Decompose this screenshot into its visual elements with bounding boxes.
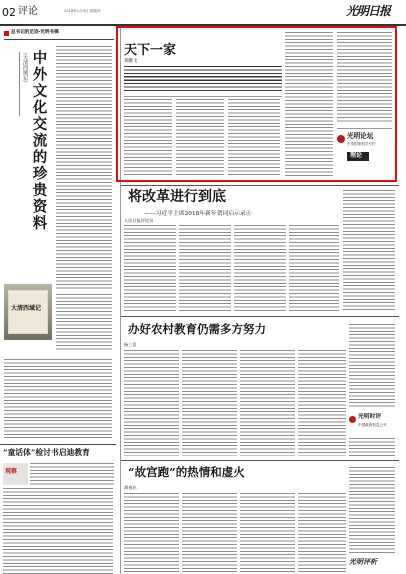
palace-text-col-5: [349, 467, 395, 553]
left-column: [0, 26, 120, 574]
reform-byline: 人民日报评论员: [124, 218, 154, 223]
book-image-band: [8, 290, 48, 334]
masthead-meta: 2018年1月4日 星期四: [64, 9, 101, 13]
featured-byline: 蒋鹏飞: [124, 59, 138, 64]
reform-text-col-4: [289, 225, 339, 311]
reform-text-col-5: [343, 190, 395, 311]
seal-text: 理论: [350, 152, 363, 159]
rail-rule: [4, 39, 114, 40]
featured-text-col-4: [285, 32, 333, 177]
reform-text-col-1: [124, 225, 176, 311]
left-text-top: [56, 46, 112, 290]
rural-title: 办好农村教育仍需多方努力: [128, 322, 266, 336]
column-subtitle: 《大清西域记》: [22, 50, 28, 85]
rural-badge: [349, 414, 397, 436]
featured-badge-title: 光明论坛: [347, 132, 374, 140]
corner-logo: 光明评析: [349, 557, 377, 566]
featured-badge: [337, 131, 393, 171]
small-logo-text: 观察: [5, 468, 18, 475]
book-image: [4, 284, 52, 340]
palace-byline: 胡春光: [124, 485, 137, 490]
reform-text-col-2: [179, 225, 231, 311]
left-text-mid: [56, 294, 112, 352]
page-number: 02: [2, 6, 16, 19]
masthead: [0, 0, 406, 24]
featured-title: 天下一家: [124, 43, 177, 58]
book-image-title: 大清西域记: [11, 305, 42, 312]
featured-text-col-2: [176, 99, 224, 177]
reform-top-rule: [121, 185, 399, 186]
featured-lead-rule: [124, 96, 282, 97]
rural-text-col-4: [298, 350, 346, 456]
left-bottom-text-1: [30, 463, 114, 485]
left-text-lower: [4, 359, 112, 439]
rural-top-rule: [121, 316, 399, 317]
rural-badge-title: 光明时评: [358, 414, 382, 420]
rural-text-col-1: [124, 350, 179, 456]
featured-badge-sub: 中央国家机关专栏: [347, 142, 376, 146]
rural-badge-sub: 中国政府信息公开: [358, 423, 387, 427]
reform-text-col-3: [234, 225, 286, 311]
palace-text-col-2: [182, 493, 237, 572]
masthead-logo: 光明日报: [346, 4, 391, 18]
featured-text-col-3: [228, 99, 280, 177]
palace-text-col-1: [124, 493, 179, 572]
rural-badge-icon: [349, 416, 356, 423]
small-logo: [3, 463, 28, 485]
section-name: 评论: [18, 6, 38, 17]
left-bottom-rule: [0, 444, 116, 445]
palace-title: “故宫跑”的热情和虚火: [128, 465, 245, 479]
rural-byline: 杨三喜: [124, 342, 137, 347]
palace-text-col-4: [298, 493, 346, 572]
featured-text-col-5: [337, 32, 392, 124]
rail-label: 总书记的足迹·光明书摘: [11, 30, 59, 35]
column-vertical-title: 中外文化交流的珍贵资料: [30, 50, 48, 232]
rural-text-col-5: [349, 324, 395, 408]
reform-subtitle: ——习近平主席2018年新年贺词启示录④: [144, 211, 252, 217]
palace-top-rule: [121, 460, 399, 461]
rural-text-col-6: [349, 438, 395, 456]
featured-badge-icon: [337, 135, 345, 143]
left-bottom-text-2: [3, 488, 113, 574]
seal-icon: [347, 152, 369, 161]
subtitle-rule: [19, 52, 20, 116]
featured-lead: [124, 66, 282, 92]
rail-bullet: [4, 31, 9, 36]
reform-title: 将改革进行到底: [128, 189, 226, 205]
rural-text-col-3: [240, 350, 295, 456]
rural-text-col-2: [182, 350, 237, 456]
palace-text-col-3: [240, 493, 295, 572]
left-bottom-title: “童话体”检讨书启迪教育: [3, 448, 90, 457]
featured-text-col-1: [124, 99, 172, 177]
featured-side-rule: [337, 128, 392, 129]
